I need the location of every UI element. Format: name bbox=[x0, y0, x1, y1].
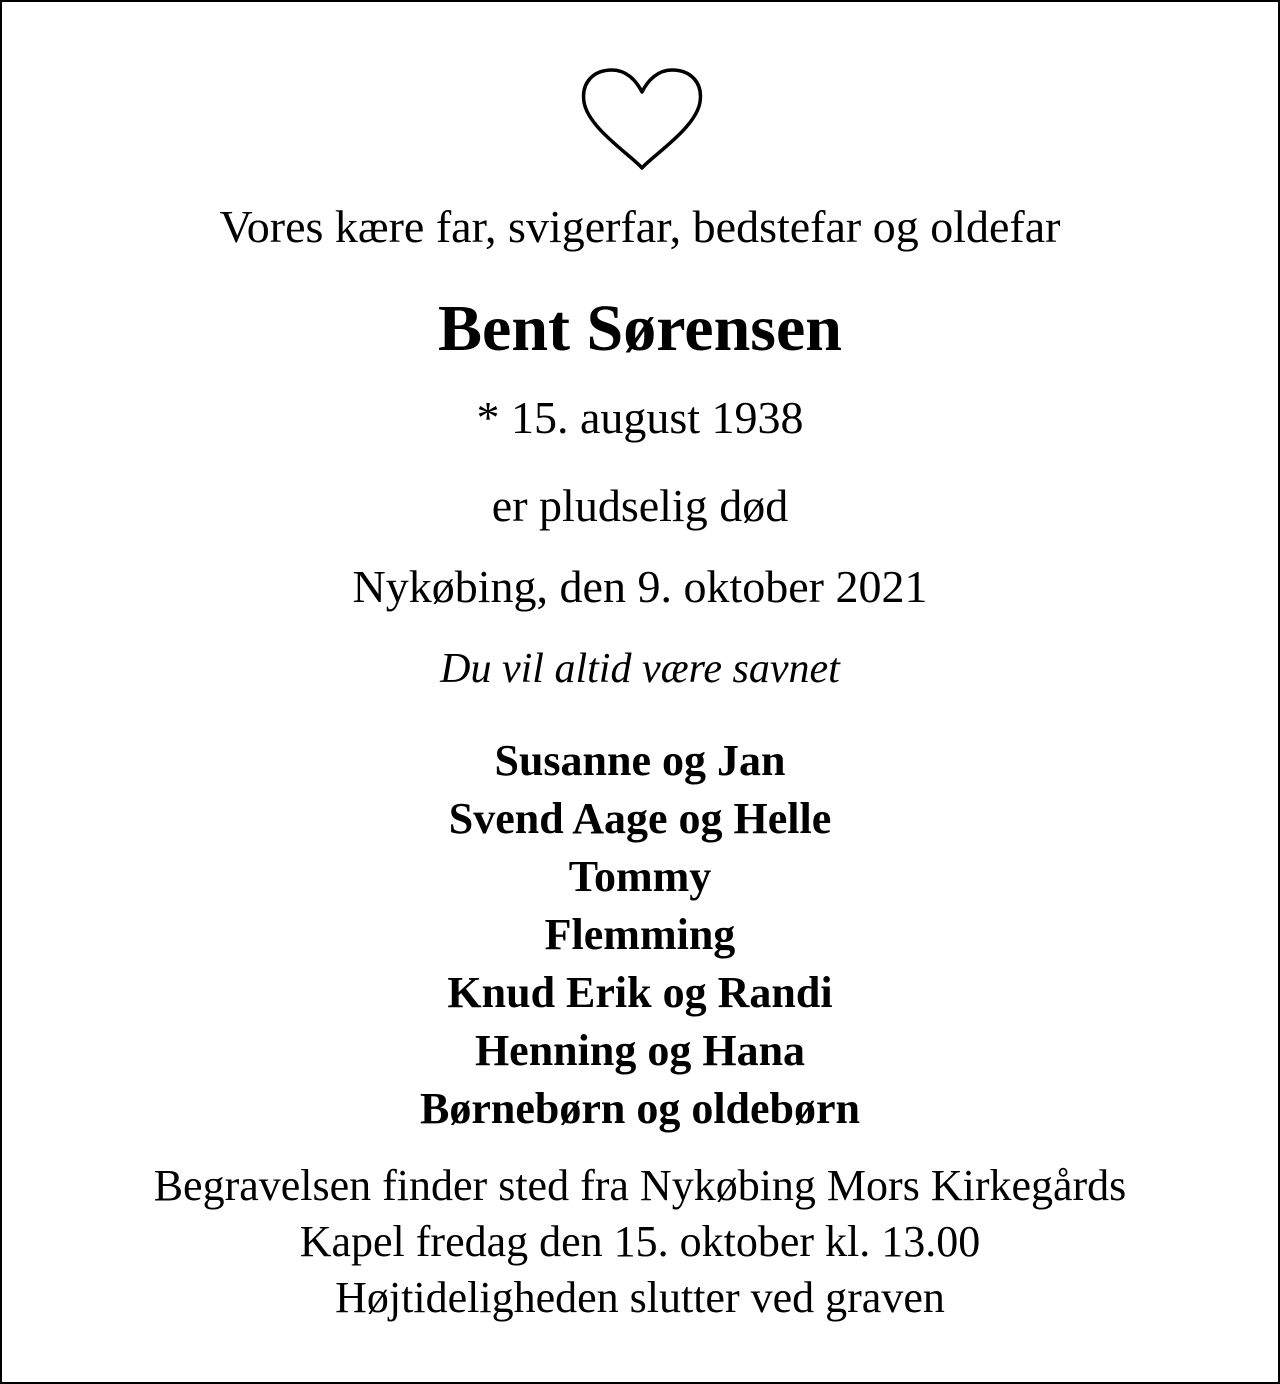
birth-date: * 15. august 1938 bbox=[476, 392, 804, 443]
family-member: Tommy bbox=[568, 852, 712, 901]
funeral-service-info bbox=[2, 1158, 1278, 1326]
family-member: Henning og Hana bbox=[474, 1026, 806, 1075]
service-line: Højtideligheden slutter ved graven bbox=[335, 1273, 945, 1322]
family-member: Susanne og Jan bbox=[494, 736, 786, 785]
family-member: Børnebørn og oldebørn bbox=[419, 1084, 861, 1133]
family-member: Flemming bbox=[544, 910, 736, 959]
service-line: Kapel fredag den 15. oktober kl. 13.00 bbox=[299, 1217, 981, 1266]
death-notice-text: er pludselig død bbox=[491, 480, 789, 531]
service-line: Begravelsen finder sted fra Nykøbing Mors Kirkegårds bbox=[153, 1161, 1127, 1210]
motto-text: Du vil altid være savnet bbox=[440, 646, 840, 692]
family-member: Knud Erik og Randi bbox=[447, 968, 833, 1017]
family-member: Svend Aage og Helle bbox=[448, 794, 832, 843]
deceased-name: Bent Sørensen bbox=[438, 292, 842, 365]
intro-text: Vores kære far, svigerfar, bedstefar og oldefar bbox=[219, 201, 1061, 252]
heart-icon bbox=[580, 66, 704, 172]
family-list bbox=[2, 732, 1278, 1138]
place-and-date: Nykøbing, den 9. oktober 2021 bbox=[352, 561, 928, 612]
